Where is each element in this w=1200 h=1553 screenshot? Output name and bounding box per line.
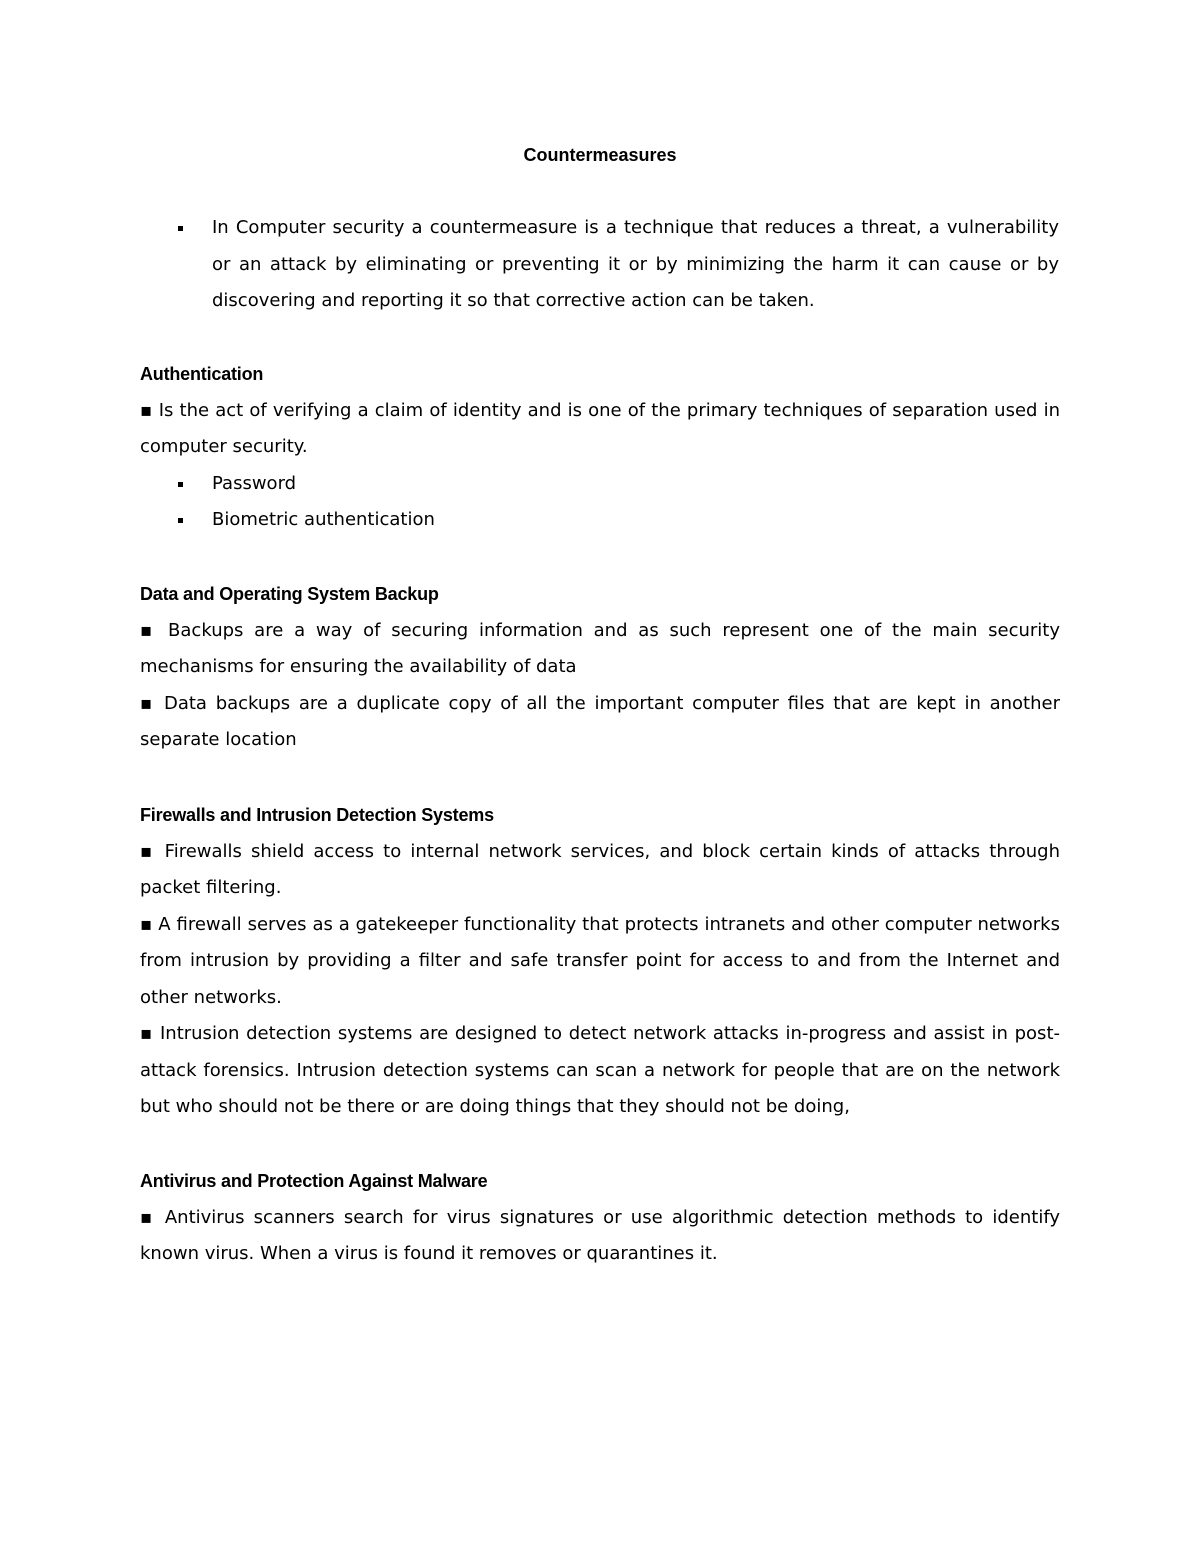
section-paragraph: ▪ Intrusion detection systems are designed to detect network attacks in-progress and assist in post-attack forensics. Intrusion detection systems can scan a network for people that are on the network but who should not be there or are doing things that they should not be doing, [140, 1023, 1060, 1117]
list-item-label: Biometric authentication [212, 509, 435, 530]
list-item-label: Password [212, 472, 297, 494]
section-heading: Authentication [140, 364, 264, 384]
square-bullet-icon [178, 518, 183, 523]
section-paragraph: ▪ Antivirus scanners search for virus signatures or use algorithmic detection methods to identify known virus. When a virus is found it removes or quarantines it. [140, 1206, 1060, 1264]
section-paragraph: ▪ Data backups are a duplicate copy of all the important computer files that are kept in another separate location [140, 692, 1060, 750]
square-bullet-icon [178, 226, 183, 231]
section-antivirus [140, 1163, 1060, 1273]
section-heading: Antivirus and Protection Against Malware [140, 1171, 488, 1191]
section-firewalls [140, 797, 1060, 1126]
square-bullet-icon [178, 482, 183, 487]
section-paragraph: ▪ Firewalls shield access to internal network services, and block certain kinds of attacks through packet filtering. [140, 840, 1060, 898]
section-heading: Firewalls and Intrusion Detection Systems [140, 805, 494, 825]
intro-list-item [140, 210, 1060, 320]
list-item [140, 502, 1060, 539]
page-title: Countermeasures [523, 145, 677, 165]
section-paragraph: ▪ Is the act of verifying a claim of identity and is one of the primary techniques of separation used in computer security. [140, 399, 1060, 457]
section-backup [140, 576, 1060, 759]
list-item [140, 466, 1060, 503]
sub-bullet-list [140, 466, 1060, 539]
section-heading: Data and Operating System Backup [140, 584, 439, 604]
section-paragraph: ▪ A firewall serves as a gatekeeper functionality that protects intranets and other computer networks from intrusion by providing a filter and safe transfer point for access to and from the Internet and other networks. [140, 913, 1060, 1008]
intro-text: In Computer security a countermeasure is a technique that reduces a threat, a vulnerability or an attack by eliminating or preventing it or by minimizing the harm it can cause or by discovering and reporting it so that corrective action can be taken. [212, 217, 1059, 311]
section-paragraph: ▪ Backups are a way of securing information and as such represent one of the main security mechanisms for ensuring the availability of data [140, 619, 1060, 677]
section-authentication [140, 356, 1060, 539]
